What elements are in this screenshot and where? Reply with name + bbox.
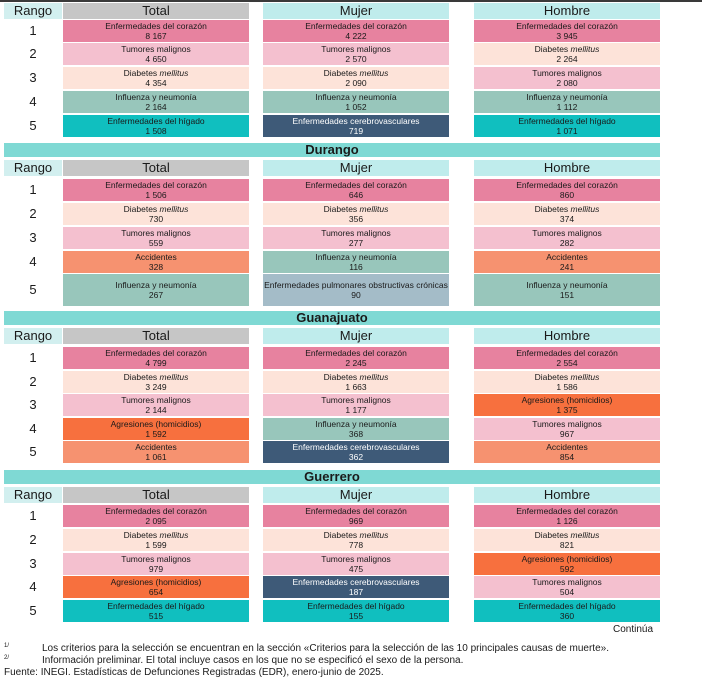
death-count: 3 945: [556, 31, 578, 41]
death-count: 356: [348, 214, 364, 224]
cause-cell-mujer: [263, 529, 449, 551]
death-count: 1 506: [145, 190, 167, 200]
cause-cell-total: [63, 600, 249, 622]
header-mujer: Mujer: [263, 3, 449, 19]
cause-cell-hombre: [474, 203, 660, 225]
cause-name: Enfermedades pulmonares obstructivas crónicas: [264, 280, 448, 290]
rank-number: 2: [4, 371, 62, 393]
cause-name: Enfermedades del hígado: [107, 601, 205, 611]
cause-name: Diabetes mellitus: [323, 530, 389, 540]
cause-cell-mujer: [263, 394, 449, 416]
death-count: 2 080: [556, 78, 578, 88]
cause-name: Diabetes mellitus: [123, 204, 189, 214]
rank-number: 3: [4, 227, 62, 249]
cause-name: Enfermedades cerebrovasculares: [292, 442, 420, 452]
cause-cell-total: [63, 179, 249, 201]
death-count: 2 144: [145, 405, 167, 415]
rank-number: 2: [4, 203, 62, 225]
cause-cell-hombre: [474, 600, 660, 622]
cause-name: Diabetes mellitus: [323, 204, 389, 214]
cause-name: Agresiones (homicidios): [521, 554, 613, 564]
cause-name: Influenza y neumonía: [115, 92, 197, 102]
cause-cell-mujer: [263, 43, 449, 65]
header-hombre: Hombre: [474, 487, 660, 503]
cause-cell-hombre: [474, 347, 660, 369]
rank-number: 3: [4, 394, 62, 416]
rank-number: 1: [4, 179, 62, 201]
death-count: 116: [349, 262, 363, 272]
cause-cell-hombre: [474, 274, 660, 306]
death-count: 2 095: [145, 516, 167, 526]
rank-number: 4: [4, 251, 62, 273]
cause-cell-hombre: [474, 251, 660, 273]
header-hombre: Hombre: [474, 328, 660, 344]
cause-name: Enfermedades del hígado: [307, 601, 405, 611]
death-count: 241: [559, 262, 575, 272]
continua-label: Continúa: [613, 624, 654, 635]
death-count: 515: [148, 611, 164, 621]
cause-cell-hombre: [474, 553, 660, 575]
cause-name: Influenza y neumonía: [315, 419, 397, 429]
cause-name: Enfermedades del hígado: [518, 601, 616, 611]
cause-cell-hombre: [474, 43, 660, 65]
cause-cell-hombre: [474, 371, 660, 393]
cause-name: Enfermedades del corazón: [305, 180, 407, 190]
cause-name: Tumores malignos: [321, 554, 391, 564]
cause-name: Tumores malignos: [121, 44, 191, 54]
cause-cell-mujer: [263, 553, 449, 575]
cause-name: Accidentes: [135, 252, 177, 262]
cause-name: Enfermedades del corazón: [305, 21, 407, 31]
cause-cell-total: [63, 576, 249, 598]
cause-name: Influenza y neumonía: [315, 252, 397, 262]
death-count: 4 799: [145, 358, 167, 368]
cause-name: Tumores malignos: [532, 228, 602, 238]
cause-name: Diabetes mellitus: [123, 68, 189, 78]
death-count: 860: [559, 190, 575, 200]
cause-name: Diabetes mellitus: [323, 68, 389, 78]
death-count: 854: [559, 452, 575, 462]
cause-cell-hombre: [474, 441, 660, 463]
cause-name: Tumores malignos: [532, 577, 602, 587]
cause-cell-hombre: [474, 418, 660, 440]
cause-name: Diabetes mellitus: [123, 530, 189, 540]
cause-cell-total: [63, 441, 249, 463]
source-text: Fuente: INEGI. Estadísticas de Defunciones Registradas (EDR), enero-junio de 2025.: [4, 667, 384, 678]
death-count: 1 071: [556, 126, 578, 136]
rank-number: 1: [4, 505, 62, 527]
death-count: 360: [559, 611, 575, 621]
death-count: 4 354: [145, 78, 167, 88]
death-count: 1 177: [345, 405, 367, 415]
cause-cell-total: [63, 418, 249, 440]
cause-name: Enfermedades del corazón: [105, 21, 207, 31]
death-count: 592: [559, 564, 575, 574]
cause-name: Tumores malignos: [532, 419, 602, 429]
death-count: 1 052: [345, 102, 367, 112]
death-count: 778: [348, 540, 364, 550]
cause-cell-mujer: [263, 418, 449, 440]
cause-cell-hombre: [474, 115, 660, 137]
cause-cell-mujer: [263, 67, 449, 89]
cause-name: Influenza y neumonía: [526, 280, 608, 290]
cause-cell-hombre: [474, 505, 660, 527]
cause-name: Diabetes mellitus: [123, 372, 189, 382]
footnote-text: Información preliminar. El total incluye casos en los que no se especificó el sexo de la persona.: [42, 655, 464, 666]
rank-number: 4: [4, 91, 62, 113]
death-count: 730: [148, 214, 164, 224]
cause-name: Enfermedades del corazón: [105, 506, 207, 516]
death-count: 368: [348, 429, 364, 439]
death-count: 328: [148, 262, 164, 272]
cause-name: Tumores malignos: [121, 228, 191, 238]
death-count: 1 586: [556, 382, 578, 392]
death-count: 2 264: [556, 54, 578, 64]
header-total: Total: [63, 3, 249, 19]
footnote-mark: 2/: [4, 655, 10, 661]
cause-cell-total: [63, 91, 249, 113]
footnote-mark: 1/: [4, 643, 10, 649]
header-rango: Rango: [4, 487, 62, 503]
rank-number: 1: [4, 347, 62, 369]
header-rango: Rango: [4, 3, 62, 19]
cause-cell-hombre: [474, 529, 660, 551]
cause-cell-mujer: [263, 251, 449, 273]
death-count: 1 375: [556, 405, 578, 415]
death-count: 979: [148, 564, 164, 574]
death-count: 2 554: [556, 358, 578, 368]
rank-number: 4: [4, 418, 62, 440]
rank-number: 5: [4, 274, 62, 306]
cause-name: Enfermedades cerebrovasculares: [292, 577, 420, 587]
death-count: 151: [559, 290, 575, 300]
cause-name: Tumores malignos: [321, 228, 391, 238]
header-mujer: Mujer: [263, 487, 449, 503]
cause-cell-total: [63, 347, 249, 369]
death-count: 504: [559, 587, 575, 597]
rank-number: 1: [4, 20, 62, 42]
cause-name: Tumores malignos: [321, 395, 391, 405]
cause-cell-mujer: [263, 20, 449, 42]
cause-cell-mujer: [263, 274, 449, 306]
header-hombre: Hombre: [474, 3, 660, 19]
death-count: 1 663: [345, 382, 367, 392]
death-count: 1 592: [145, 429, 167, 439]
cause-cell-hombre: [474, 227, 660, 249]
cause-name: Enfermedades del corazón: [516, 506, 618, 516]
death-count: 4 650: [145, 54, 167, 64]
footnote-1: [4, 643, 694, 655]
cause-name: Tumores malignos: [532, 68, 602, 78]
cause-cell-mujer: [263, 371, 449, 393]
rank-number: 5: [4, 115, 62, 137]
cause-cell-total: [63, 505, 249, 527]
cause-cell-total: [63, 203, 249, 225]
death-count: 187: [348, 587, 364, 597]
cause-name: Enfermedades del hígado: [107, 116, 205, 126]
header-rango: Rango: [4, 328, 62, 344]
death-count: 1 508: [145, 126, 167, 136]
death-count: 719: [348, 126, 364, 136]
footnotes: [4, 643, 694, 679]
cause-name: Tumores malignos: [321, 44, 391, 54]
death-count: 646: [348, 190, 364, 200]
death-count: 8 167: [145, 31, 167, 41]
cause-cell-mujer: [263, 179, 449, 201]
cause-name: Tumores malignos: [121, 554, 191, 564]
death-count: 1 126: [556, 516, 578, 526]
cause-name: Enfermedades del hígado: [518, 116, 616, 126]
cause-name: Enfermedades del corazón: [105, 180, 207, 190]
death-count: 654: [148, 587, 164, 597]
header-mujer: Mujer: [263, 160, 449, 176]
rank-number: 5: [4, 600, 62, 622]
cause-cell-hombre: [474, 179, 660, 201]
cause-name: Accidentes: [546, 442, 588, 452]
death-count: 277: [348, 238, 364, 248]
cause-cell-mujer: [263, 203, 449, 225]
death-count: 969: [348, 516, 364, 526]
cause-cell-total: [63, 371, 249, 393]
cause-cell-total: [63, 67, 249, 89]
cause-cell-total: [63, 529, 249, 551]
death-count: 155: [348, 611, 364, 621]
death-count: 1 112: [556, 102, 578, 112]
cause-cell-total: [63, 227, 249, 249]
cause-cell-mujer: [263, 600, 449, 622]
rank-number: 5: [4, 441, 62, 463]
death-count: 90: [351, 290, 361, 300]
cause-cell-mujer: [263, 441, 449, 463]
death-count: 475: [348, 564, 364, 574]
cause-name: Enfermedades del corazón: [305, 506, 407, 516]
cause-cell-total: [63, 43, 249, 65]
cause-cell-mujer: [263, 227, 449, 249]
death-count: 967: [559, 429, 575, 439]
cause-cell-mujer: [263, 91, 449, 113]
cause-cell-total: [63, 115, 249, 137]
header-hombre: Hombre: [474, 160, 660, 176]
cause-name: Influenza y neumonía: [526, 92, 608, 102]
death-count: 362: [348, 452, 364, 462]
source-note: [4, 667, 694, 679]
death-count: 374: [559, 214, 575, 224]
cause-cell-total: [63, 394, 249, 416]
cause-name: Diabetes mellitus: [534, 530, 600, 540]
rank-number: 3: [4, 553, 62, 575]
death-count: 267: [148, 290, 164, 300]
cause-name: Enfermedades del corazón: [516, 21, 618, 31]
cause-name: Diabetes mellitus: [323, 372, 389, 382]
cause-name: Enfermedades del corazón: [516, 348, 618, 358]
death-count: 559: [148, 238, 164, 248]
cause-name: Agresiones (homicidios): [110, 419, 202, 429]
cause-name: Diabetes mellitus: [534, 44, 600, 54]
cause-name: Agresiones (homicidios): [110, 577, 202, 587]
state-title: Durango: [4, 143, 660, 157]
death-count: 3 249: [145, 382, 167, 392]
cause-cell-mujer: [263, 115, 449, 137]
cause-name: Tumores malignos: [121, 395, 191, 405]
footnote-2: [4, 655, 694, 667]
header-total: Total: [63, 487, 249, 503]
cause-name: Agresiones (homicidios): [521, 395, 613, 405]
cause-cell-mujer: [263, 347, 449, 369]
cause-name: Enfermedades del corazón: [516, 180, 618, 190]
cause-cell-hombre: [474, 576, 660, 598]
rank-number: 4: [4, 576, 62, 598]
cause-cell-total: [63, 274, 249, 306]
cause-name: Diabetes mellitus: [534, 204, 600, 214]
header-rango: Rango: [4, 160, 62, 176]
death-count: 1 599: [145, 540, 167, 550]
rank-number: 2: [4, 529, 62, 551]
state-title: Guanajuato: [4, 311, 660, 325]
rank-number: 2: [4, 43, 62, 65]
cause-cell-mujer: [263, 505, 449, 527]
death-count: 2 164: [145, 102, 167, 112]
death-count: 282: [559, 238, 575, 248]
cause-cell-hombre: [474, 67, 660, 89]
cause-cell-mujer: [263, 576, 449, 598]
cause-name: Enfermedades del corazón: [305, 348, 407, 358]
cause-name: Diabetes mellitus: [534, 372, 600, 382]
cause-name: Influenza y neumonía: [115, 280, 197, 290]
footnote-text: Los criterios para la selección se encuentran en la sección «Criterios para la selección de las 10 principales causas de muerte».: [42, 643, 609, 654]
death-count: 1 061: [145, 452, 167, 462]
cause-name: Accidentes: [546, 252, 588, 262]
cause-cell-total: [63, 20, 249, 42]
cause-name: Enfermedades del corazón: [105, 348, 207, 358]
death-count: 2 090: [345, 78, 367, 88]
cause-cell-total: [63, 553, 249, 575]
header-mujer: Mujer: [263, 328, 449, 344]
cause-cell-total: [63, 251, 249, 273]
cause-cell-hombre: [474, 394, 660, 416]
header-total: Total: [63, 328, 249, 344]
rank-number: 3: [4, 67, 62, 89]
death-count: 2 245: [345, 358, 367, 368]
cause-cell-hombre: [474, 20, 660, 42]
header-total: Total: [63, 160, 249, 176]
state-title: Guerrero: [4, 470, 660, 484]
cause-name: Accidentes: [135, 442, 177, 452]
death-count: 821: [559, 540, 575, 550]
top-rule: [0, 0, 702, 2]
cause-name: Influenza y neumonía: [315, 92, 397, 102]
death-count: 2 570: [345, 54, 367, 64]
death-count: 4 222: [345, 31, 367, 41]
cause-name: Enfermedades cerebrovasculares: [292, 116, 420, 126]
cause-cell-hombre: [474, 91, 660, 113]
